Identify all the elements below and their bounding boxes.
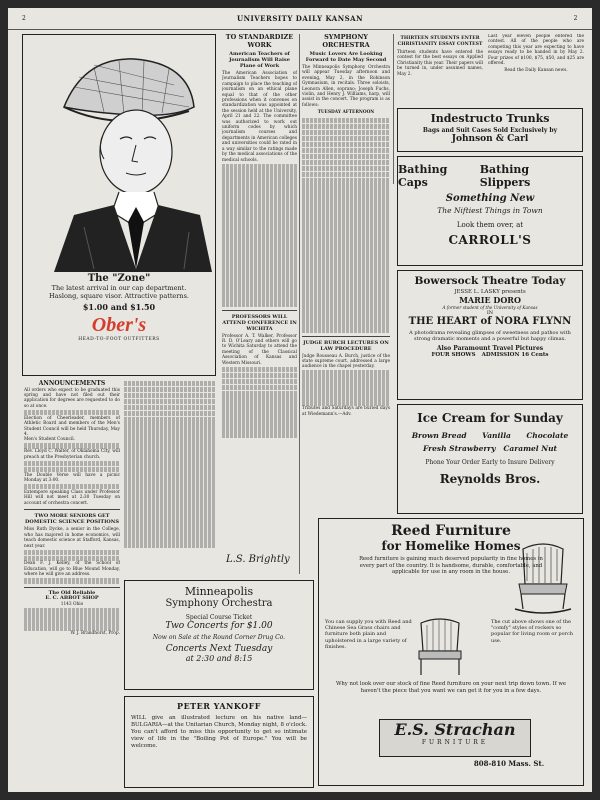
bowersock-film: THE HEART of NORA FLYNN xyxy=(408,316,572,327)
minneapolis-sale: Now on Sale at the Round Corner Drug Co. xyxy=(152,634,286,641)
column-divider xyxy=(393,34,394,184)
symphony-subhead: Music Lovers Are Looking Forward to Date May Second xyxy=(305,51,387,63)
flavor-brown-bread: Brown Bread xyxy=(411,431,467,440)
minneapolis-symphony-ad xyxy=(124,580,314,690)
bowersock-shows: FOUR SHOWS xyxy=(431,352,476,358)
dean-kelley-item: Dean F. J. Kelley, of the School of Education, will go to Blue Mound Monday, where he will give an address. xyxy=(24,561,120,578)
strachan-logo: E.S. Strachan xyxy=(394,720,516,739)
bathing-slippers-label: Bathing Slippers xyxy=(479,163,531,189)
obers-cap-ad xyxy=(22,34,216,376)
masthead xyxy=(8,8,592,30)
carrolls-niftiest: The Niftiest Things in Town xyxy=(437,206,543,215)
two-seniors-headline: TWO MORE SENIORS GET DOMESTIC SCIENCE POSITIONS xyxy=(25,513,119,526)
flavor-chocolate: Chocolate xyxy=(526,431,569,440)
reed-left-column: You can supply you with Reed and Chinese Sea Grass chairs and furniture both plain and upholstered in a large variety of finishes. xyxy=(325,619,412,650)
bathing-caps-label: Bathing Caps xyxy=(398,163,448,189)
reed-chair-illustration xyxy=(415,617,465,677)
judge-burch-headline: JUDGE BURCH LECTURES ON LAW PROCEDURE xyxy=(303,339,389,352)
announcement-4: Rev. Lloyd C. Walter, of Oklahoma City, will preach at the Presbyterian church. xyxy=(24,449,120,460)
carrolls-look: Look them over, at xyxy=(456,221,524,229)
announcements-column xyxy=(24,380,120,780)
flavor-vanilla: Vanilla xyxy=(482,431,511,440)
abbot-shop-title: The Old Reliable xyxy=(48,589,96,596)
thirteen-body: Thirteen students have entered the contest for the best essays on Applied Christianity this year. Their papers will be turned in, under assumed names, May 2. xyxy=(397,50,483,77)
bowersock-in: IN xyxy=(486,310,494,316)
bowersock-theatre-ad xyxy=(397,270,583,400)
to-standardize-headline: TO STANDARDIZE WORK xyxy=(225,34,294,49)
paper-name: UNIVERSITY DAILY KANSAN xyxy=(236,14,364,23)
bowersock-admission: ADMISSION 16 Cents xyxy=(481,352,549,358)
flavors-second-line: Fresh Strawberry Caramel Nut xyxy=(422,444,558,453)
carrolls-something-new: Something New xyxy=(445,193,535,204)
indestructo-trunks-ad xyxy=(397,108,583,152)
announcement-5: The Double Verse will have a picnic Monday at 3:00. xyxy=(24,472,120,484)
announcement-2: Election of Cheerleader, members of Athletic Board and members of the Men's Student Council will be held Thursday, May 4. xyxy=(24,415,120,437)
newspaper-page xyxy=(8,8,592,792)
to-standardize-body: The American Association of Journalism Teachers hopes to campaign to place the teaching of journalism on an ethical plane equal to that of the other professions when it convenes on standardization was appointed at the session held at the University, April 21 and 22. The committee was authorized to work out uniform codes by which journalism courses and departments in American colleges and universities could be rated in a way similar to the ratings made by the medical associations of the medical schools. xyxy=(222,71,297,163)
bowersock-title: Bowersock Theatre Today xyxy=(414,275,566,287)
reed-intro: Reed furniture is gaining much deserved popularity in fine homes in every part of the country. It is handsome, durable, comfortable, and applicable for use in any room in the house. xyxy=(359,556,543,575)
bowersock-body: A photodrama revealing glimpses of sweetness and pathos with strong dramatic moments and a powerful but happy climax. xyxy=(409,330,571,342)
symphony-program-title: TUESDAY AFTERNOON xyxy=(317,110,375,116)
strachan-logo-sub: FURNITURE xyxy=(421,739,489,746)
abbot-shop-signature: W. J. Brandhorst, Prop. xyxy=(70,631,120,637)
trunks-line: Bags and Suit Cases Sold Exclusively by xyxy=(422,127,558,134)
ice-cream-title: Ice Cream for Sunday xyxy=(417,411,563,425)
wiedemann-notice: Tributes and Saturdays are buried days at Wiedemann's.—Adv. xyxy=(302,406,390,417)
trunks-store: Johnson & Carl xyxy=(451,134,529,144)
column-divider xyxy=(299,34,300,574)
bowersock-star: MARIE DORO xyxy=(459,295,521,305)
announcement-extempore: Extempore speaking Class under Professor Hill will not meet at 2:30 Tuesday on account of orchestra concert. xyxy=(24,490,120,506)
strachan-address: 808-810 Mass. St. xyxy=(473,759,545,768)
minneapolis-city: Minneapolis xyxy=(184,585,254,598)
obers-logo: Ober's xyxy=(91,314,147,336)
page-number-left: 2 xyxy=(22,15,27,22)
carrolls-ad xyxy=(397,156,583,266)
ad-caption-title: The "Zone" xyxy=(87,273,151,284)
reed-right-column: The cut above shows one of the "comfy" styles of rockers so popular for living room or porch use. xyxy=(491,619,574,644)
thirteen-footer: Read the Daily Kansan news. xyxy=(504,68,568,74)
ice-cream-phone: Phone Your Order Early to Insure Delivery xyxy=(425,459,555,466)
middle-filler-column xyxy=(124,380,216,580)
strachan-logo-box xyxy=(379,719,531,757)
abbot-shop-name: E. C. ABBOT SHOP xyxy=(45,595,99,602)
symphony-headline: SYMPHONY ORCHESTRA xyxy=(322,34,370,49)
peter-yankoff-ad xyxy=(124,696,314,788)
to-standardize-column xyxy=(222,34,297,574)
bowersock-also: Also Paramount Travel Pictures xyxy=(436,345,544,352)
reynolds-store: Reynolds Bros. xyxy=(439,472,541,486)
announcement-1: All orders who expect to be graduated this spring and have not filed out their application for degrees are requested to do so at once. xyxy=(24,387,120,409)
to-standardize-subhead: American Teachers of Journalism Will Raise Plane of Work xyxy=(229,51,290,69)
ad-caption-body: The latest arrival in our cap department. Haslong, square visor. Attractive patterns. xyxy=(49,284,189,300)
thirteen-headline: THIRTEEN STUDENTS ENTER CHRISTIANITY ESSAY CONTEST xyxy=(397,36,483,47)
professors-headline: PROFESSORS WILL ATTEND CONFERENCE IN WICHITA xyxy=(222,313,297,332)
announcement-3: Men's Student Council. xyxy=(24,437,75,443)
minneapolis-times: at 2:30 and 8:15 xyxy=(185,654,253,663)
ice-cream-ad xyxy=(397,404,583,514)
minneapolis-name: Symphony Orchestra xyxy=(165,598,273,609)
bowersock-note: A former student of the University of Kansas xyxy=(442,305,538,310)
reed-title-2: for Homelike Homes xyxy=(381,539,521,553)
obers-tagline: HEAD-TO-FOOT OUTFITTERS xyxy=(78,337,160,342)
ad-price: $1.00 and $1.50 xyxy=(82,302,156,312)
reed-furniture-ad xyxy=(318,518,584,786)
symphony-article-column xyxy=(302,34,390,574)
professors-body: Professor A. T. Walker, Professor R. D. O'Leary and others will go to Wichita Saturday to attend the meeting of the Classical Association of Kansas and Western Missouri. xyxy=(222,333,297,366)
man-in-cap-illustration xyxy=(24,37,214,272)
signature: L.S. Brightly xyxy=(226,554,290,565)
symphony-body: The Minneapolis Symphony Orchestra will appear Tuesday afternoon and evening, May 2, in the Robinson Gymnasium, in recitals. Three soloists, Leonora Allen, soprano; Joseph Fuchs, violin, and Henry J. Williams, harp, will assist in the concert. The program is as follows: xyxy=(302,65,390,108)
carrolls-store: CARROLL'S xyxy=(448,233,532,247)
trunks-title: Indestructo Trunks xyxy=(430,112,550,125)
minneapolis-course: Special Course Ticket xyxy=(185,614,253,621)
reed-title-1: Reed Furniture xyxy=(391,523,511,539)
judge-burch-body: Judge Rousseau A. Burch, justice of the state supreme court, addressed a large audience in the chapel yesterday. xyxy=(302,353,390,370)
two-seniors-body: Miss Ruth Dycke, a senior in the College, who has majored in home economics, will teach domestic science at Stafford, Kansas, next year. xyxy=(24,527,120,549)
page-number-right: 2 xyxy=(573,15,578,22)
yankoff-body: WILL give an illustrated lecture on his native land—BULGARIA—at the Unitarian Church, Monday night, 8 o'clock. You can't afford to miss this opportunity to get so intimate view of life in the "Boiling Pot of Europe." You will be welcome. xyxy=(131,715,307,749)
thirteen-body-continued: Last year eleven people entered the contest. All of the people who are competing this year are expecting to have essays ready to be handed in by May 2. Four prizes of $100, $75, $50, and $25 are offered. xyxy=(488,34,584,67)
minneapolis-next: Concerts Next Tuesday xyxy=(165,644,273,654)
bowersock-presents: JESSE L. LASKY presents xyxy=(454,289,526,295)
abbot-shop-address: 1143 Ohio xyxy=(60,601,84,607)
yankoff-title: PETER YANKOFF xyxy=(177,701,261,711)
reed-bottom-text: Why not look over our stock of fine Reed furniture on your next trip down town. If we haven't the piece that you want we can get it for you in a few days. xyxy=(335,681,567,694)
reed-rocker-chair-illustration xyxy=(513,539,573,619)
minneapolis-price: Two Concerts for $1.00 xyxy=(165,621,273,631)
announcements-title: ANNOUNCEMENTS xyxy=(38,380,106,387)
